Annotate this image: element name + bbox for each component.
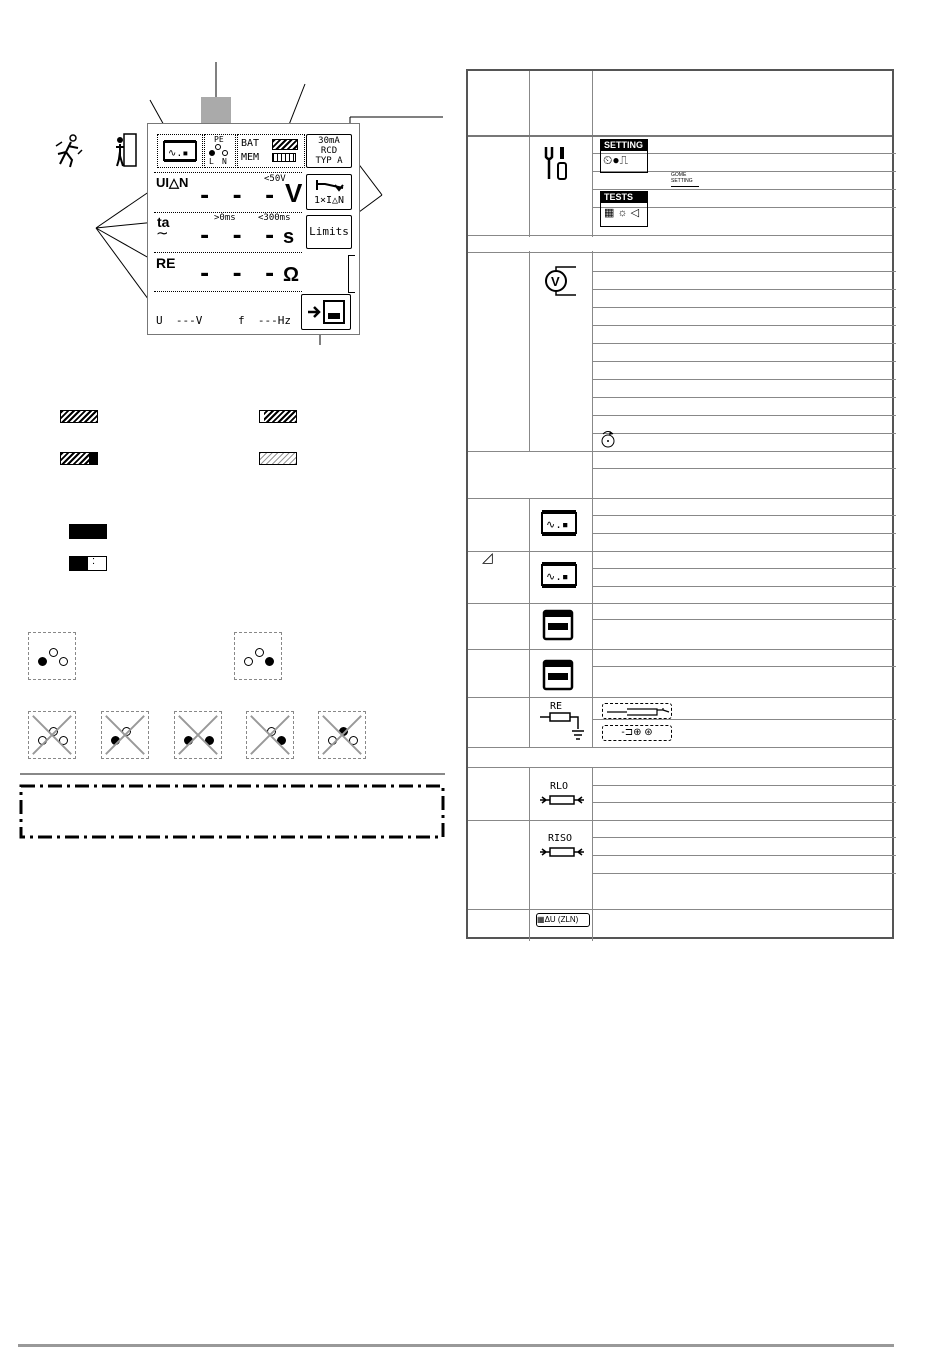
re-label: RE — [156, 255, 176, 271]
footer-rule — [18, 1344, 894, 1347]
setting-box — [157, 134, 203, 168]
battery-low-icon — [259, 452, 297, 465]
riso-icon — [540, 833, 584, 863]
rlo-label: RLO — [550, 781, 569, 792]
note-box-frame — [18, 783, 448, 841]
ta-unit: s — [283, 226, 295, 248]
memory-icon — [272, 153, 296, 162]
connection-fault-2 — [101, 711, 149, 759]
ta-value: - - - — [198, 224, 280, 249]
column-line — [529, 767, 530, 941]
n-label: N — [222, 157, 227, 166]
probe-icon — [607, 706, 669, 716]
memory-full-icon — [69, 524, 107, 539]
delta-u-icon — [536, 913, 590, 927]
svg-text:∿.▪: ∿.▪ — [168, 148, 189, 159]
re-unit: Ω — [283, 264, 300, 286]
l-dot — [209, 150, 215, 156]
re-earth-icon — [540, 701, 584, 745]
save-button[interactable] — [301, 294, 351, 330]
rotary-switch-icon-b — [540, 561, 578, 589]
ta-limit-max: <300ms — [258, 213, 291, 223]
rcd-current: 30mA — [318, 136, 340, 146]
cross-icon — [102, 712, 148, 758]
u-value: - - - — [198, 184, 280, 209]
rlo-icon — [540, 781, 584, 811]
bat-mem-box — [237, 134, 305, 168]
dotted-separator — [154, 172, 302, 173]
tests-icon-box — [600, 191, 648, 227]
memory-card-icon-a — [542, 609, 574, 641]
battery-icon — [272, 139, 298, 150]
cross-icon — [247, 712, 293, 758]
delta-u-label: ΔU (ZLN) — [544, 915, 579, 924]
ramp-button[interactable] — [306, 174, 352, 210]
pe-dot — [215, 144, 221, 150]
setting-icon-box — [600, 139, 648, 173]
ramp-label: 1×I△N — [313, 195, 345, 206]
n-dot — [222, 150, 228, 156]
column-line — [529, 71, 530, 237]
re-symbol-label: RE — [550, 701, 563, 712]
limits-label: Limits — [309, 225, 349, 238]
left-figure — [0, 0, 460, 860]
connection-fault-5 — [318, 711, 366, 759]
blank-button-outline — [348, 255, 355, 293]
rotary-switch-icon-a — [540, 509, 578, 537]
lcd-display — [147, 123, 360, 335]
column-line — [529, 498, 530, 747]
svg-text:∿.▪: ∿.▪ — [546, 570, 569, 583]
u-footer: U ---V — [156, 314, 203, 327]
rotary-switch-icon — [163, 139, 197, 163]
f-footer: f ---Hz — [238, 314, 291, 327]
connection-fault-4 — [246, 711, 294, 759]
bat-label: BAT — [241, 138, 260, 149]
column-line — [592, 767, 593, 941]
grid-icon: ▦ — [537, 915, 545, 924]
mem-label: MEM — [241, 152, 260, 163]
riso-label: RISO — [548, 833, 573, 844]
setting-label: SETTING — [601, 140, 647, 151]
column-line — [592, 71, 593, 237]
cross-icon — [175, 712, 221, 758]
rotation-field-icon — [600, 428, 616, 448]
running-person-icon — [54, 134, 84, 168]
memory-card-icon-b — [542, 659, 574, 691]
u-unit: V — [285, 178, 303, 208]
battery-three-quarter-icon — [259, 410, 297, 423]
tests-symbols-icon: ▦ ☼ ◁ — [604, 207, 640, 219]
pe-box — [204, 134, 236, 168]
connection-fault-1 — [28, 711, 76, 759]
gome-setting-icon — [671, 172, 699, 187]
rcd-label: RCD — [320, 146, 338, 156]
u-limit: <50V — [264, 174, 286, 184]
person-door-icon — [112, 132, 138, 168]
cross-icon — [319, 712, 365, 758]
symbol-table — [466, 69, 894, 939]
triangle-icon: ◿ — [482, 549, 493, 565]
svg-text:∿.▪: ∿.▪ — [546, 518, 569, 531]
battery-half-icon — [60, 452, 98, 465]
re-value: - - - — [198, 262, 280, 287]
battery-full-icon — [60, 410, 98, 423]
save-to-memory-icon — [306, 299, 346, 325]
connection-fault-3 — [174, 711, 222, 759]
pe-label: PE — [214, 135, 224, 144]
connection-correct-l-left — [28, 632, 76, 680]
dotted-separator — [154, 252, 302, 253]
ta-limit-min: >0ms — [214, 213, 236, 223]
u-label: UI△N — [156, 175, 189, 190]
svg-text:V: V — [551, 274, 560, 289]
dotted-separator — [154, 291, 302, 292]
tool-settings-icon — [542, 145, 570, 181]
voltmeter-icon — [538, 263, 582, 299]
cross-icon — [29, 712, 75, 758]
probe-icon-box — [602, 703, 672, 719]
plug-icon-box: -⊐⊕ ⊛ — [602, 725, 672, 741]
ac-wave-icon: ∼ — [156, 225, 169, 242]
limits-button[interactable] — [306, 215, 352, 249]
clock-bulb-switch-icon: ⏲●⎍ — [603, 153, 629, 167]
rcd-type-button[interactable] — [306, 134, 352, 168]
column-line — [529, 251, 530, 451]
l-label: L — [209, 157, 214, 166]
rcd-type: TYP A — [315, 156, 343, 166]
memory-partial-icon: : — [69, 556, 107, 571]
section-divider — [20, 773, 445, 775]
ta-label: ta — [157, 214, 170, 230]
gome-setting-label: GOME SETTING — [671, 172, 693, 184]
tests-label: TESTS — [601, 192, 647, 203]
connection-correct-l-right — [234, 632, 282, 680]
ramp-icon — [315, 178, 345, 192]
